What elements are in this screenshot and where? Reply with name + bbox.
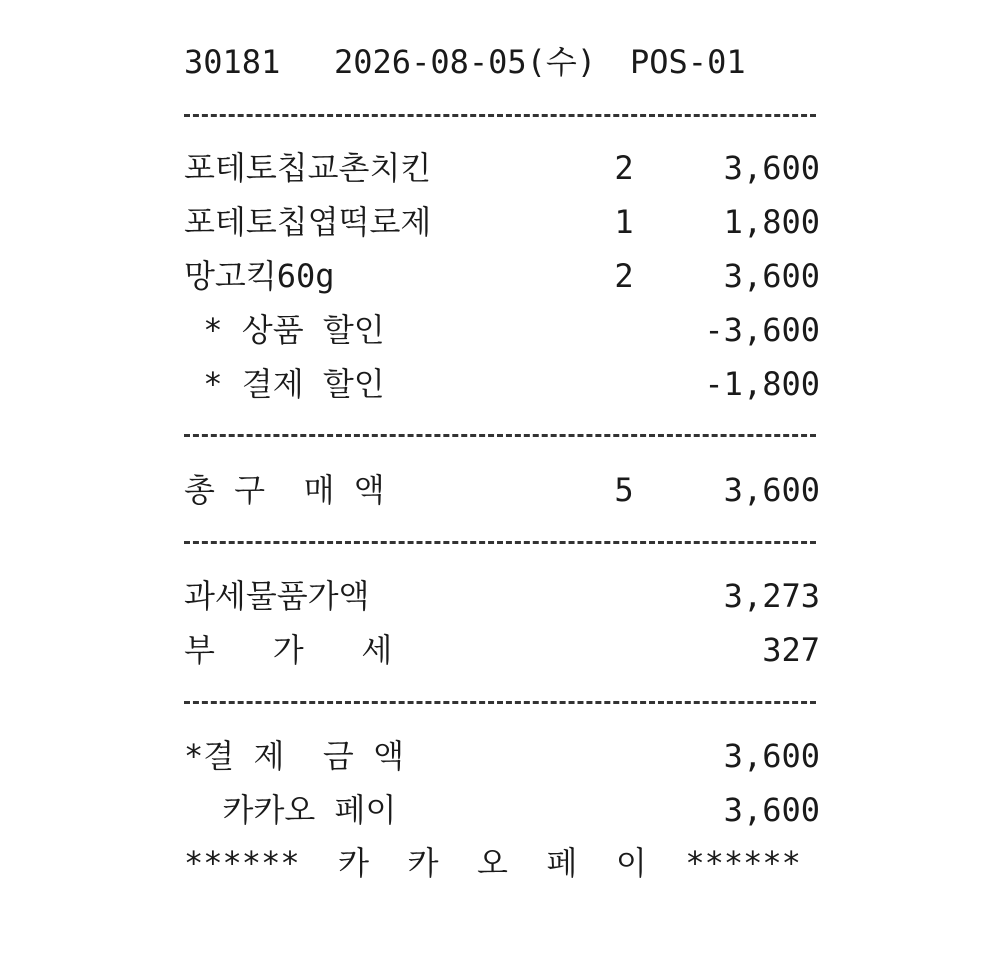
- taxable-label: 과세물품가액: [184, 577, 370, 615]
- total-amount: 3,600: [723, 471, 820, 509]
- footer-text: ****** 카 카 오 페 이 ******: [184, 844, 801, 882]
- item-name: 포테토칩엽떡로제: [184, 203, 432, 241]
- payment-method-row: [184, 790, 820, 830]
- receipt-number: 30181: [184, 43, 281, 81]
- item-row: [184, 256, 820, 296]
- item-qty: 2: [614, 257, 634, 295]
- item-amount: 3,600: [723, 257, 820, 295]
- discount-amount: -1,800: [704, 365, 820, 403]
- separator: [184, 434, 816, 437]
- item-name: 포테토칩교촌치킨: [184, 149, 432, 187]
- pos-id: POS-01: [630, 43, 746, 81]
- item-row: [184, 202, 820, 242]
- payment-row: [184, 736, 820, 776]
- separator: [184, 114, 816, 117]
- discount-row: [184, 364, 820, 404]
- vat-row: [184, 630, 820, 670]
- item-amount: 3,600: [723, 149, 820, 187]
- separator: [184, 541, 816, 544]
- receipt-header: [184, 42, 820, 82]
- discount-row: [184, 310, 820, 350]
- receipt-date: 2026-08-05(수): [334, 43, 597, 81]
- payment-label: *결 제 금 액: [184, 737, 404, 775]
- total-qty: 5: [614, 471, 634, 509]
- footer-row: [184, 843, 820, 883]
- receipt: [184, 0, 820, 895]
- payment-method-amount: 3,600: [723, 791, 820, 829]
- total-label: 총 구 매 액: [184, 471, 385, 509]
- vat-amount: 327: [762, 631, 820, 669]
- item-amount: 1,800: [723, 203, 820, 241]
- item-qty: 1: [614, 203, 634, 241]
- vat-label: 부 가 세: [184, 631, 393, 669]
- discount-amount: -3,600: [704, 311, 820, 349]
- item-qty: 2: [614, 149, 634, 187]
- discount-label: * 상품 할인: [184, 311, 385, 349]
- total-row: [184, 470, 820, 510]
- item-name: 망고킥60g: [184, 257, 335, 295]
- discount-label: * 결제 할인: [184, 365, 385, 403]
- taxable-row: [184, 576, 820, 616]
- item-row: [184, 148, 820, 188]
- payment-method-label: 카카오 페이: [184, 791, 397, 829]
- payment-amount: 3,600: [723, 737, 820, 775]
- separator: [184, 701, 816, 704]
- taxable-amount: 3,273: [723, 577, 820, 615]
